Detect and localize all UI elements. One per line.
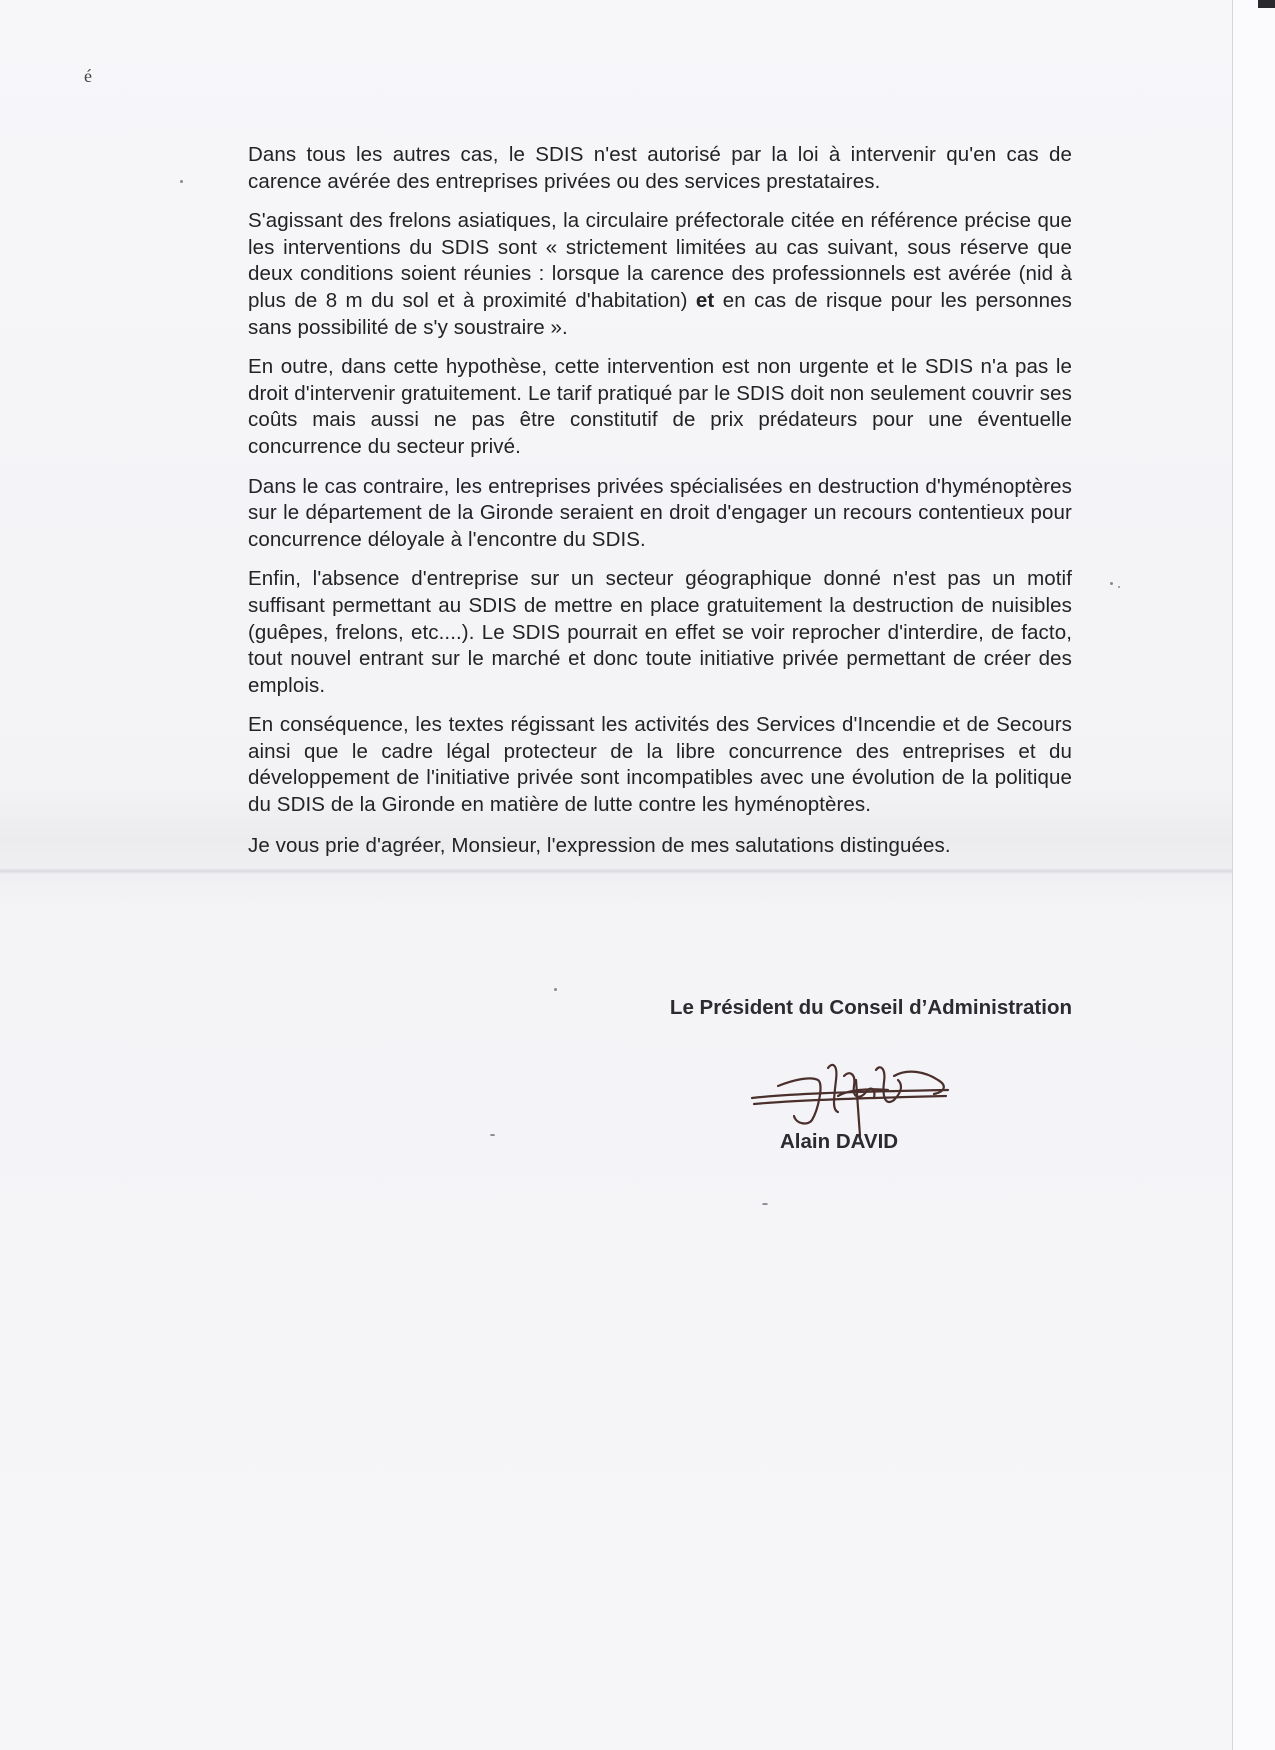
letter-body [248, 142, 1072, 872]
paper-speck [762, 1203, 768, 1205]
paper-speck [490, 1134, 495, 1136]
paragraph-frelons-text: S'agissant des frelons asiatiques, la circulaire préfectorale citée en référence précise que les interventions du SDIS sont « strictement limitées au cas suivant, sous réserve que deux conditions soient réunies : lorsque la carence des professionnels est avérée (nid à plus de 8 m du sol et à proximité d'habitation) [248, 209, 1072, 312]
handwritten-signature [748, 1040, 958, 1140]
paragraph-carence: Dans tous les autres cas, le SDIS n'est autorisé par la loi à intervenir qu'en cas de carence avérée des entreprises privées ou des services prestataires. [248, 143, 1072, 193]
paragraph-frelons-bold-et: et [695, 288, 715, 312]
scan-corner-artifact [1258, 0, 1275, 8]
signatory-title: Le Président du Conseil d’Administration [669, 996, 1072, 1019]
paper-speck [554, 988, 557, 991]
paragraph-frelons-end: en cas de risque pour les personnes sans possibilité de s'y soustraire ». [248, 288, 1073, 339]
paper-speck [1118, 586, 1120, 588]
paragraph-hypothese: En outre, dans cette hypothèse, cette intervention est non urgente et le SDIS n'a pas le droit d'intervenir gratuitement. Le tarif pratiqué par le SDIS doit non seulement couvrir ses coûts mais aussi ne pas être constitutif de prix prédateurs pour une éventuelle concurrence du secteur privé. [248, 355, 1072, 458]
paragraph-frelons [248, 208, 1072, 341]
paragraph-consequence: En conséquence, les textes régissant les activités des Services d'Incendie et de Secours ainsi que le cadre légal protecteur de la libre concurrence des entreprises et du développement de l'initiative privée sont incompatibles avec une évolution de la politique du SDIS de la Gironde en matière de lutte contre les hyménoptères. [248, 713, 1072, 817]
stray-accent-mark: é [84, 66, 92, 86]
paper-speck [180, 180, 183, 183]
closing-formula: Je vous prie d'agréer, Monsieur, l'expression de mes salutations distinguées. [248, 833, 951, 857]
paragraph-absence-entreprise: Enfin, l'absence d'entreprise sur un secteur géographique donné n'est pas un motif suffisant permettant au SDIS de mettre en place gratuitement la destruction de nuisibles (guêpes, frelons, etc....). Le SDIS pourrait en effet se voir reprocher d'interdire, de facto, tout nouvel entrant sur le marché et donc toute initiative privée permettant de créer des emplois. [248, 567, 1072, 697]
paper-speck [1110, 582, 1113, 585]
signatory-name: Alain DAVID [780, 1130, 899, 1153]
scan-right-margin [1232, 0, 1275, 1750]
paragraph-cas-contraire: Dans le cas contraire, les entreprises privées spécialisées en destruction d'hyménoptères sur le département de la Gironde seraient en droit d'engager un recours contentieux pour concurrence déloyale à l'encontre du SDIS. [248, 474, 1072, 551]
